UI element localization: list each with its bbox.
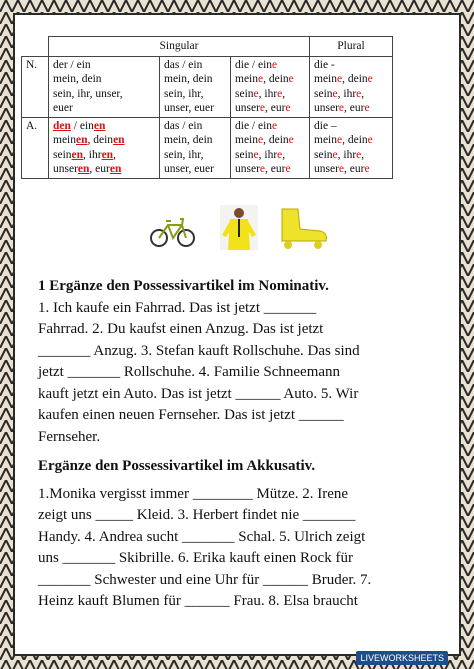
header-singular: Singular (49, 37, 310, 57)
roller-skate-icon (282, 209, 326, 249)
exercise-nominativ (38, 276, 438, 448)
table-row (22, 117, 393, 178)
case-label: A. (22, 117, 49, 178)
red-ending-line: unseren, euren (53, 163, 122, 175)
exercise-line: kaufen einen neuen Fernseher. Das ist jetzt ______ (38, 407, 344, 423)
table-cell: der / ein mein, dein sein, ihr, unser, euer (49, 56, 160, 117)
table-corner (22, 37, 49, 57)
red-ending-line: unsere, eure (235, 102, 291, 114)
exercise-title: Ergänze den Possessivartikel im Akkusativ. (38, 458, 316, 474)
red-ending-line: unsere, eure (314, 163, 370, 175)
exercise-line: Fernseher. (38, 428, 101, 445)
red-ending-line: seine, ihre, (235, 148, 286, 161)
table-cell (231, 56, 310, 117)
case-label: N. (22, 56, 49, 117)
table-cell: das / ein mein, dein sein, ihr, unser, euer (160, 117, 231, 178)
man-in-yellow-suit-image (220, 205, 258, 250)
table-cell: die - meine, deine seine, ihre, unsere, eure (310, 56, 393, 117)
table-cell: das / ein mein, dein sein, ihr, unser, euer (160, 56, 231, 117)
exercise-line: 1.Monika vergisst immer ________ Mütze. 2. Irene (38, 485, 349, 502)
exercise-line: uns _______ Skibrille. 6. Erika kauft einen Rock für (38, 550, 353, 566)
red-ending-line: seinen, ihren, (53, 148, 116, 161)
exercise-akkusativ (38, 456, 438, 613)
red-ending-line: meine, deine (235, 134, 294, 146)
table-cell (49, 117, 160, 178)
red-ending-line: die / eine (235, 58, 278, 71)
grammar-table (21, 36, 393, 179)
red-ending-line: seine, ihre, (235, 87, 286, 100)
table-cell: die – meine, deine seine, ihre, unsere, eure (310, 117, 393, 178)
exercise-line: Handy. 4. Andrea sucht _______ Schal. 5. Ulrich zeigt (38, 528, 366, 545)
red-ending-line: unsere, eure (235, 163, 291, 175)
red-ending-line: seine, ihre, (314, 148, 365, 161)
red-ending-line: meine, deine (314, 73, 373, 85)
exercise-line: jetzt _______ Rollschuhe. 4. Familie Schneemann (38, 364, 341, 380)
exercise-line: kauft jetzt ein Auto. Das ist jetzt ______ Auto. 5. Wir (38, 385, 359, 402)
exercise-line: Heinz kauft Blumen für ______ Frau. 8. Elsa braucht (38, 593, 358, 609)
exercise-line: Fahrrad. 2. Du kaufst einen Anzug. Das ist jetzt (38, 321, 324, 337)
red-ending-line: meine, deine (235, 73, 294, 85)
exercise-line: 1. Ich kaufe ein Fahrrad. Das ist jetzt _______ (38, 299, 317, 316)
header-plural: Plural (310, 37, 393, 57)
red-ending-line: meinen, deinen (53, 134, 125, 146)
exercise-title: 1 Ergänze den Possessivartikel im Nominativ. (38, 278, 329, 294)
liveworksheets-logo: LIVEWORKSHEETS (356, 651, 448, 665)
red-ending-line: unsere, eure (314, 102, 370, 114)
table-cell (231, 117, 310, 178)
illustration-row (150, 205, 335, 250)
exercise-line: _______ Anzug. 3. Stefan kauft Rollschuhe. Das sind (38, 342, 360, 359)
table-row (22, 56, 393, 117)
red-ending-line: meine, deine (314, 134, 373, 146)
red-ending-line: den / einen (53, 119, 106, 132)
exercise-line: _______ Schwester und eine Uhr für ______ Bruder. 7. (38, 571, 372, 588)
red-ending-line: seine, ihre, (314, 87, 365, 100)
exercise-line: zeigt uns _____ Kleid. 3. Herbert findet nie _______ (38, 507, 356, 523)
bicycle-icon (151, 219, 194, 246)
red-ending-line: die / eine (235, 119, 278, 132)
